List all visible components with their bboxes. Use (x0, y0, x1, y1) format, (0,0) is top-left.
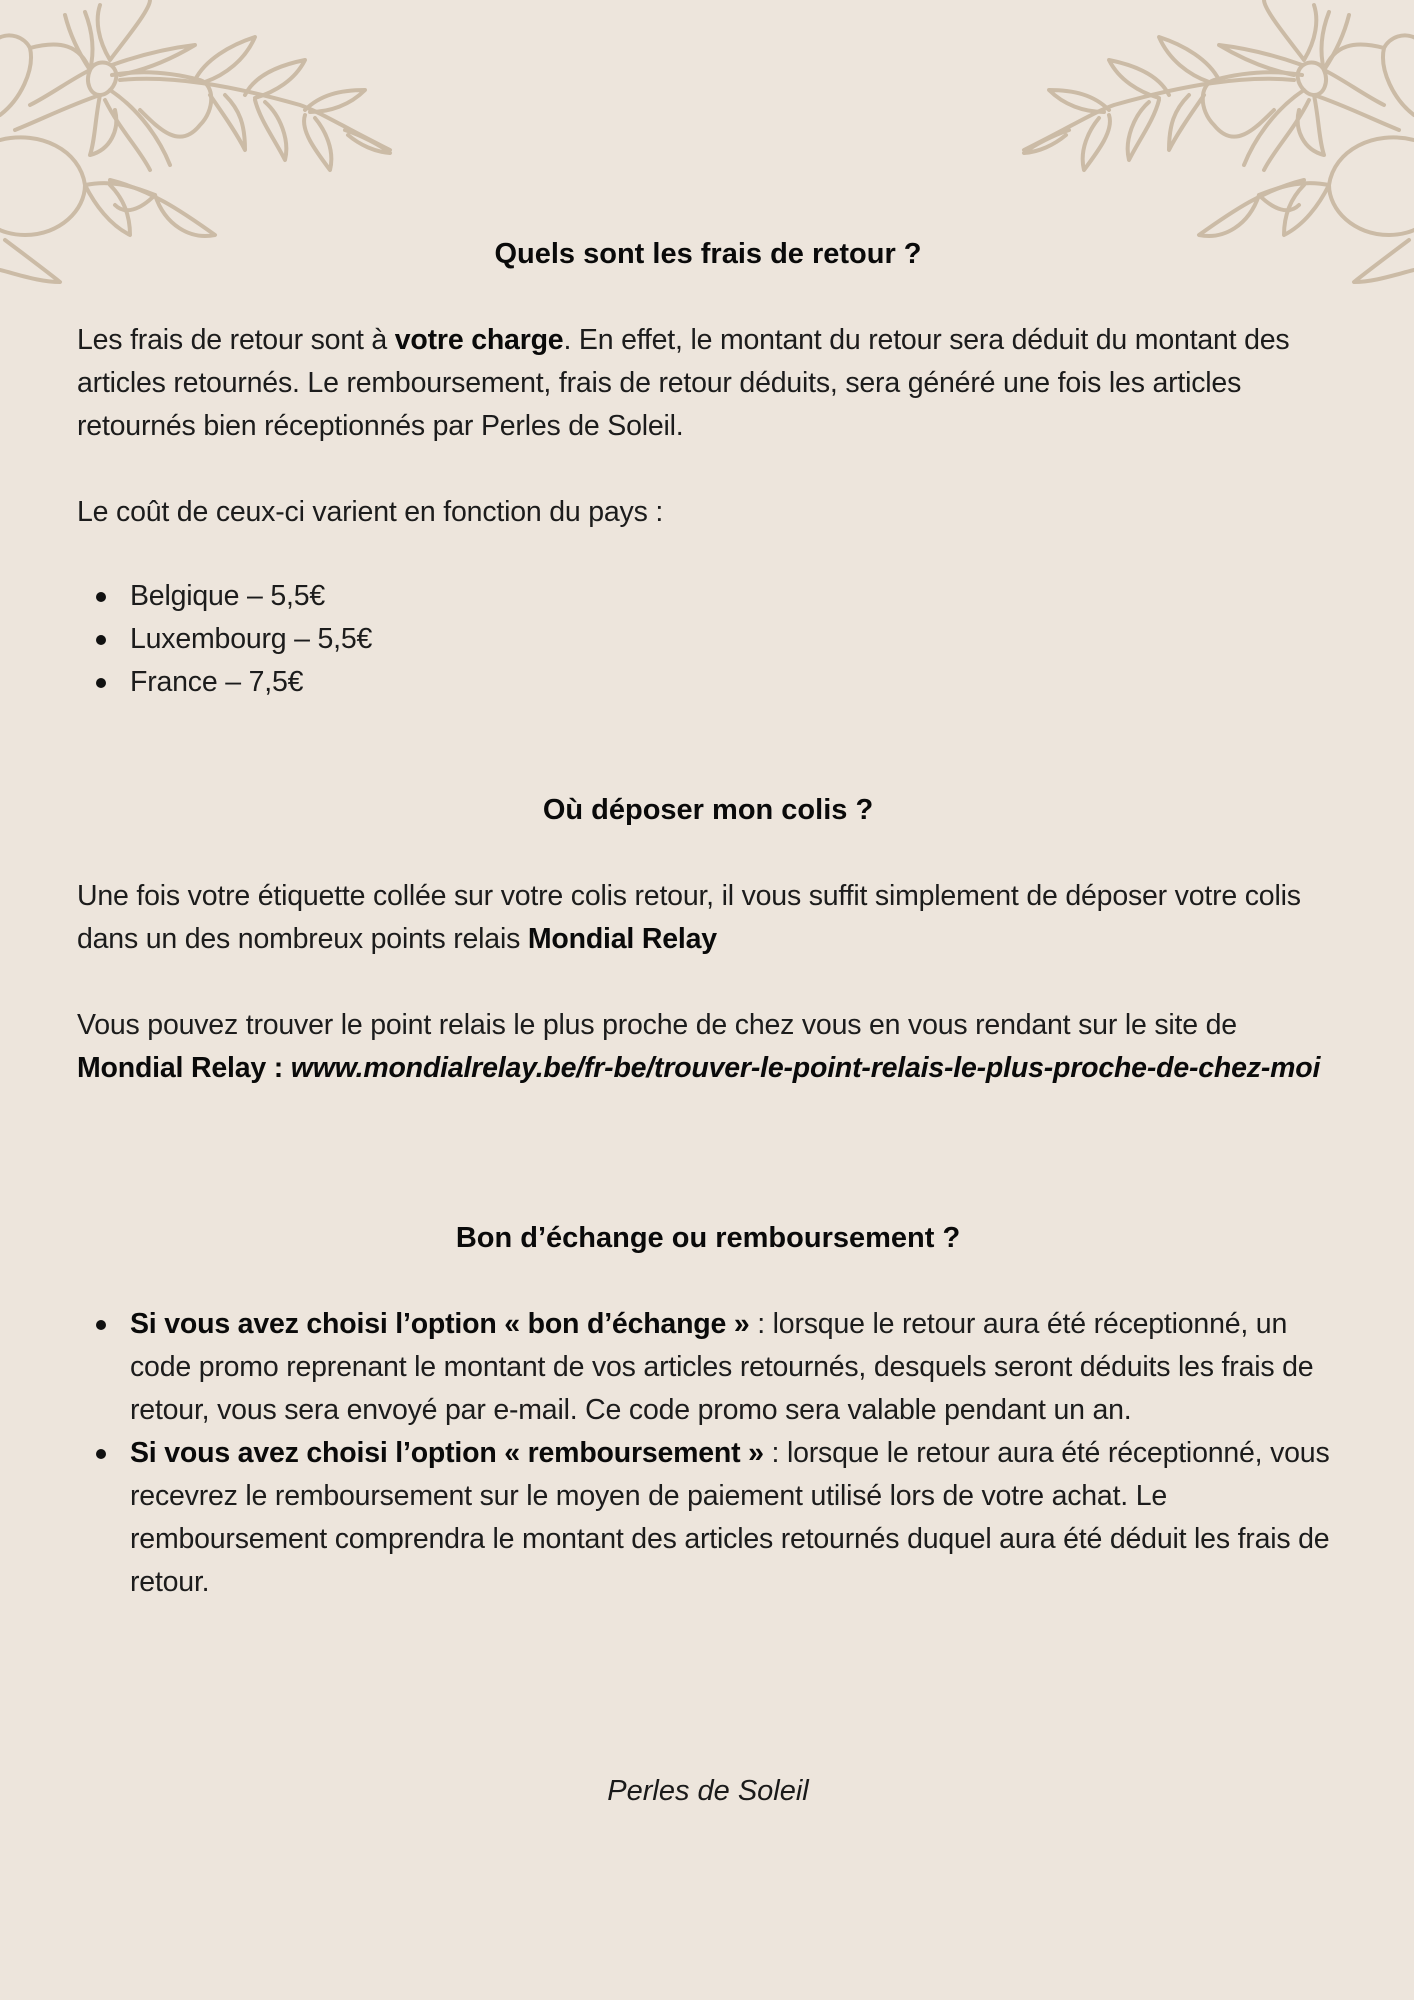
refund-option-item (77, 1432, 1339, 1604)
signature: Perles de Soleil (607, 1775, 809, 1807)
relay-finder-text: Vous pouvez trouver le point relais le plus proche de chez vous en vous rendant sur le site de (77, 1009, 1237, 1041)
refund-options-list (77, 1303, 1339, 1604)
bullet-icon (96, 1320, 106, 1330)
country-cost-label: Belgique – 5,5€ (130, 580, 326, 612)
bullet-icon (96, 635, 106, 645)
refund-heading: Bon d’échange ou remboursement ? (455, 1222, 961, 1254)
fees-heading: Quels sont les frais de retour ? (494, 238, 922, 270)
bullet-icon (96, 678, 106, 688)
fees-intro-bold: votre charge (394, 324, 564, 356)
fees-intro-prefix: Les frais de retour sont à (77, 324, 395, 356)
country-cost-item (77, 661, 1339, 704)
relay-finder-link[interactable]: www.mondialrelay.be/fr-be/trouver-le-point-relais-le-plus-proche-de-chez-moi (290, 1052, 1321, 1084)
dropoff-bold: Mondial Relay (527, 923, 717, 955)
country-cost-label: France – 7,5€ (130, 666, 304, 698)
bullet-icon (96, 1449, 106, 1459)
dropoff-heading: Où déposer mon colis ? (542, 794, 874, 826)
refund-option-title: Si vous avez choisi l’option « remboursement » (130, 1437, 764, 1469)
dropoff-paragraph (77, 875, 1339, 961)
dropoff-text: Une fois votre étiquette collée sur votre colis retour, il vous suffit simplement de déposer votre colis dans un des nombreux points relais (77, 880, 1301, 955)
country-cost-item (77, 618, 1339, 661)
bullet-icon (96, 592, 106, 602)
country-cost-list (77, 575, 1339, 704)
refund-option-item (77, 1303, 1339, 1432)
fees-intro-paragraph (77, 319, 1339, 448)
relay-finder-paragraph (77, 1004, 1339, 1090)
refund-option-text: : lorsque le retour aura été réceptionné, vous recevrez le remboursement sur le moyen de paiement utilisé lors de votre achat. Le remboursement comprendra le montant des articles retournés duquel aura été déduit les frais de retour. (130, 1437, 1330, 1598)
country-cost-item (77, 575, 1339, 618)
relay-finder-bold: Mondial Relay : (77, 1052, 291, 1084)
refund-option-text: : lorsque le retour aura été réceptionné, un code promo reprenant le montant de vos articles retournés, desquels seront déduits les frais de retour, vous sera envoyé par e-mail. Ce code promo sera valable pendant un an. (130, 1308, 1314, 1426)
cost-intro-paragraph: Le coût de ceux-ci varient en fonction du pays : (77, 496, 664, 528)
fees-intro-suffix: . En effet, le montant du retour sera déduit du montant des articles retournés. Le remboursement, frais de retour déduits, sera généré une fois les articles retournés bien réceptionnés par Perles de Soleil. (77, 324, 1290, 442)
refund-option-title: Si vous avez choisi l’option « bon d’échange » (130, 1308, 750, 1340)
country-cost-label: Luxembourg – 5,5€ (130, 623, 373, 655)
